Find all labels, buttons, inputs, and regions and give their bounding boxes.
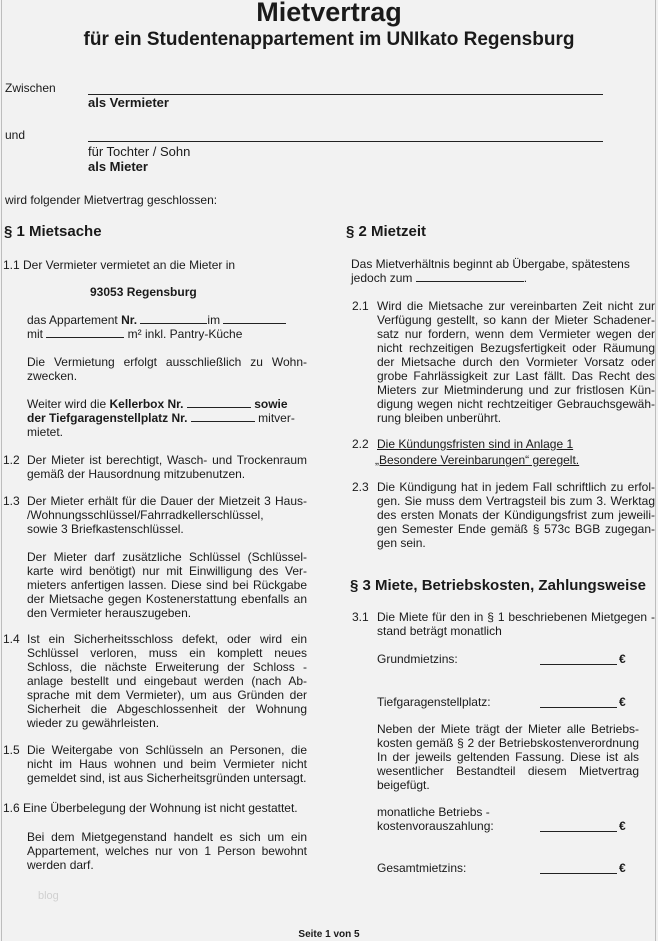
text-line: stand beträgt monatlich — [377, 624, 502, 638]
page-edge-right — [655, 0, 656, 941]
clause-2-2-line2: „Besondere Vereinbarungen“ geregelt. — [375, 453, 580, 467]
clause-1-2 — [27, 453, 307, 481]
bk-label-2: kostenvorauszahlung: — [377, 819, 494, 833]
bk-label-1: monatliche Betriebs - — [377, 805, 490, 819]
tg-line — [27, 411, 295, 425]
text-line: rung bleiben unberührt. — [377, 411, 502, 425]
text-line: mietet. — [27, 425, 64, 439]
clause-1-3-extra — [27, 550, 307, 620]
watermark: blog — [38, 890, 59, 902]
text-line: gen. Sie muss dem Vertragsteil bis zum 3. Werktag — [377, 494, 655, 508]
clause-1-6: Eine Überbelegung der Wohnung ist nicht gestattet. — [23, 801, 298, 815]
text-line: zwecken. — [27, 369, 78, 383]
text-line: werden darf. — [27, 858, 94, 872]
vermieter-label: als Vermieter — [88, 95, 169, 110]
text-line: beigefügt. — [377, 778, 430, 792]
clause-number: 1.2 — [3, 453, 20, 467]
kellerbox-line — [27, 397, 307, 411]
text-line: Sicherheit die Abgeschlossenheit der Wohnung — [27, 702, 307, 716]
text-line: Schloss, die nächste Erweiterung der Schloss - — [27, 660, 307, 674]
text-line: satz nur fordern, wenn dem Vermieter wegen der — [377, 327, 655, 341]
euro-sign: € — [619, 819, 626, 833]
gesamt-blank[interactable] — [540, 873, 617, 874]
start-date-line: jedoch zum . — [351, 271, 528, 285]
text-line: digung wegen nicht rechtzeitiger Gebrauchsgewäh- — [377, 397, 655, 411]
mietzeit-intro — [351, 257, 655, 271]
text-line: gen Semester Ende gemäß § 573c BGB zugegan- — [377, 522, 655, 536]
text-line: grobe Fahrlässigkeit zur Last fällt. Das Recht des — [377, 369, 655, 383]
tg-blank[interactable] — [191, 411, 255, 422]
tg-price-blank[interactable] — [540, 707, 617, 708]
text-line: gen sein. — [377, 536, 426, 550]
appartement-nr-blank[interactable] — [140, 313, 207, 324]
text-line: Die Miete für den in § 1 beschriebenen Mietgegen - — [377, 610, 655, 624]
tg-label: Tiefgaragenstellplatz: — [377, 695, 491, 709]
document-subtitle: für ein Studentenappartement im UNIkato Regensburg — [83, 29, 575, 50]
text-line: Schlüssel verloren, muss ein komplett neues — [27, 646, 307, 660]
floor-blank[interactable] — [223, 313, 286, 324]
text-line: Mieters zur Mietminderung und zur fristlosen Kün- — [377, 383, 655, 397]
text-line: Neben der Miete trägt der Mieter alle Betriebs- — [377, 722, 639, 736]
clause-number: 1.6 — [3, 801, 20, 815]
text: der Tiefgaragenstellplatz Nr. — [27, 411, 191, 425]
intro-text: wird folgender Mietvertrag geschlossen: — [5, 193, 218, 207]
zwischen-label: Zwischen — [5, 81, 56, 95]
kellerbox-blank[interactable] — [187, 397, 251, 408]
clause-number: 2.1 — [352, 299, 369, 313]
grundmietzins-label: Grundmietzins: — [377, 652, 458, 666]
text: sowie — [250, 397, 288, 411]
clause-number: 1.1 — [3, 258, 20, 272]
clause-2-2-line1: Die Kündungsfristen sind in Anlage 1 — [377, 437, 574, 451]
text-line: nicht im Haus wohnen und beim Vermieter nicht — [27, 757, 307, 771]
text-line: Die Kündigung hat in jedem Fall schriftlich zu erfol- — [377, 480, 655, 494]
text-line: kosten gemäß § 2 der Betriebskostenverordnung — [377, 736, 639, 750]
text-line: wieder zu gewährleisten. — [27, 716, 160, 730]
text-line: Die Weitergabe von Schlüsseln an Personen, die — [27, 743, 307, 757]
text-line: Der Mieter erhält für die Dauer der Mietzeit 3 Haus- — [27, 494, 307, 508]
text-line: Wird die Mietsache zur vereinbarten Zeit nicht zur — [377, 299, 655, 313]
bk-blank[interactable] — [540, 831, 617, 832]
text-line: Bei dem Mietgegenstand handelt es sich um ein — [27, 830, 307, 844]
mieter-fill-line — [88, 141, 603, 142]
clause-1-3 — [27, 494, 307, 536]
text-line: der Mietsache durch den Vormieter Vorsatz oder — [377, 355, 655, 369]
text-line: In der jeweils geltenden Fassung. Diese ist als — [377, 750, 639, 764]
clause-1-1: Der Vermieter vermietet an die Mieter in — [23, 258, 236, 272]
gesamt-label: Gesamtmietzins: — [377, 861, 467, 875]
clause-3-1 — [377, 610, 655, 638]
text: mitver- — [254, 411, 295, 425]
text: Nr. — [121, 313, 141, 327]
text-line: der Mietsache gegen Kostenerstattung ebenfalls an — [27, 592, 307, 606]
text-line: /Wohnungsschlüssel/Fahrradkellerschlüssel, — [27, 508, 264, 522]
text-line: sprache mit dem Vermieter), um aus Gründen der — [27, 688, 307, 702]
clause-number: 1.3 — [3, 494, 20, 508]
euro-sign: € — [619, 695, 626, 709]
city: 93053 Regensburg — [90, 285, 197, 299]
text: jedoch zum — [351, 271, 416, 285]
clause-2-1 — [377, 299, 655, 425]
text-line: sowie 3 Briefkastenschlüssel. — [27, 522, 184, 536]
text-line: Ist ein Sicherheitsschloss defekt, oder wird ein — [27, 632, 307, 646]
appartement-line — [27, 313, 286, 327]
page-edge-left — [1, 0, 2, 941]
text-line: Das Mietverhältnis beginnt ab Übergabe, spätestens — [351, 257, 630, 271]
euro-sign: € — [619, 861, 626, 875]
clause-number: 2.3 — [352, 480, 369, 494]
text-line: gemeldet sind, ist aus Sicherheitsgründen untersagt. — [27, 771, 307, 785]
vermietung-paragraph — [27, 355, 307, 383]
clause-number: 2.2 — [352, 437, 369, 451]
text-line: Der Mieter ist berechtigt, Wasch- und Trockenraum — [27, 453, 307, 467]
section-1-heading: § 1 Mietsache — [4, 223, 102, 240]
document-title: Mietvertrag — [256, 0, 402, 27]
text-line: mieters anfertigen lassen. Diese sind bei Rückgabe — [27, 578, 307, 592]
text-line: gemäß der Hausordnung mitzubenutzen. — [27, 467, 246, 481]
tochter-sohn-label: für Tochter / Sohn — [88, 144, 191, 159]
text-line: Verfügung gestellt, so kann der Mieter Schadener- — [377, 313, 655, 327]
text: im — [207, 313, 224, 327]
text-line: Appartement, welches nur von 1 Person bewohnt — [27, 844, 307, 858]
size-line — [27, 327, 242, 341]
clause-number: 3.1 — [352, 610, 369, 624]
text-line: des ersten Monats der Kündigungsfrist zum jeweili- — [377, 508, 655, 522]
und-label: und — [5, 128, 26, 142]
betriebskosten-paragraph — [377, 722, 639, 792]
start-date-blank[interactable] — [416, 271, 524, 282]
text: Kellerbox Nr. — [109, 397, 187, 411]
text-line: karte wird benötigt) nur mit Einwilligung des Ver- — [27, 564, 307, 578]
section-3-heading: § 3 Miete, Betriebskosten, Zahlungsweise — [350, 577, 646, 594]
section-2-heading: § 2 Mietzeit — [346, 223, 427, 240]
clause-1-6-extra — [27, 830, 307, 872]
clause-1-4 — [27, 632, 307, 730]
text: m² inkl. Pantry-Küche — [124, 327, 243, 341]
text-line: anlage bestellt und eingebaut werden (nach Ab- — [27, 674, 307, 688]
text: das Appartement — [27, 313, 122, 327]
mieter-label: als Mieter — [88, 159, 148, 174]
clause-2-3 — [377, 480, 655, 550]
size-blank[interactable] — [46, 327, 124, 338]
text-line: nicht rechzeitigen Bezugsfertigkeit oder Räumung — [377, 341, 655, 355]
clause-number: 1.5 — [3, 743, 20, 757]
euro-sign: € — [619, 652, 626, 666]
text: Weiter wird die — [27, 397, 110, 411]
text-line: den Vermieter herauszugeben. — [27, 606, 192, 620]
text-line: Die Vermietung erfolgt ausschließlich zu Wohn- — [27, 355, 307, 369]
clause-number: 1.4 — [3, 632, 20, 646]
text-line: wesentlicher Bestandteil diesem Mietvertrag — [377, 764, 639, 778]
grundmietzins-blank[interactable] — [540, 664, 617, 665]
text-line: Der Mieter darf zusätzliche Schlüssel (Schlüssel- — [27, 550, 307, 564]
page-footer: Seite 1 von 5 — [298, 929, 360, 940]
clause-1-5 — [27, 743, 307, 785]
text: mit — [27, 327, 47, 341]
